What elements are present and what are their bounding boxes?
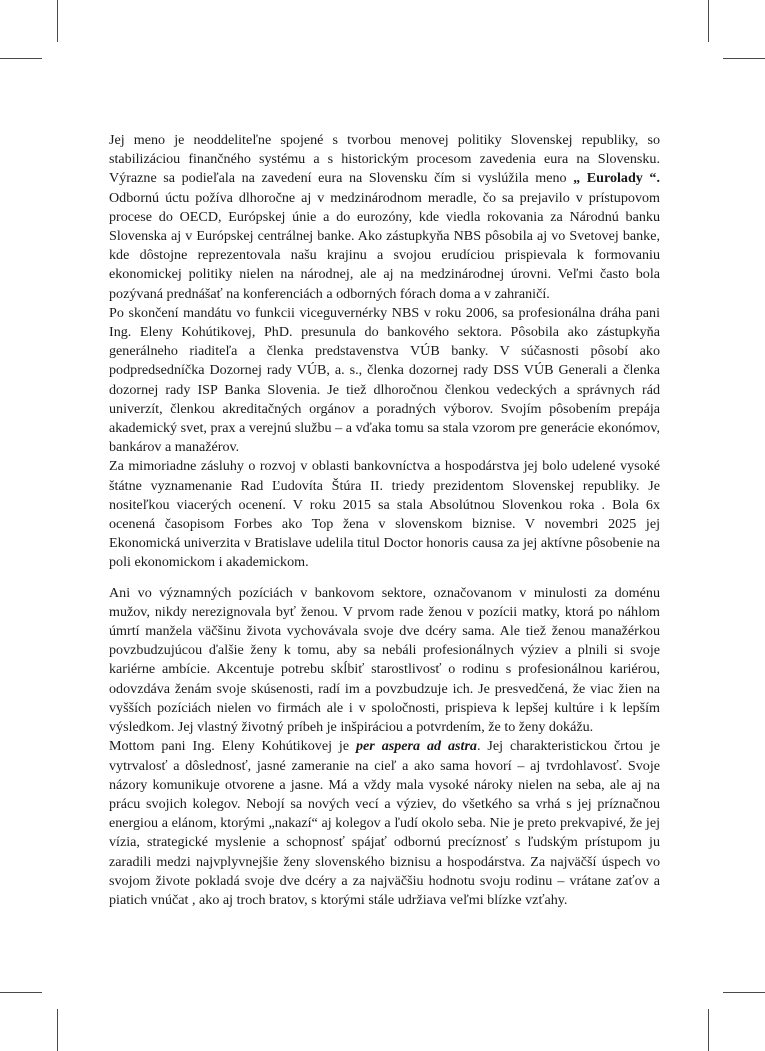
paragraph-motto — [109, 737, 660, 910]
crop-mark-bottom-left-horizontal — [0, 992, 42, 993]
paragraph-text: Odbornú úctu požíva dlhoročne aj v medzinárodnom meradle, čo sa prejavilo v prístupovom procese do OECD, Európskej únie a do eurozóny, kde viedla rokovania za Národnú banku Slovenska aj v Európskej centrálnej banke. Ako zástupkyňa NBS pôsobila aj vo Svetovej banke, kde dôstojne reprezentovala našu krajinu a svojou erudíciou prispievala k formovaniu ekonomickej politiky nielen na národnej, ale aj na medzinárodnej úrovni. Veľmi často bola pozývaná prednášať na konferenciách a odborných fórach doma a v zahraničí. — [109, 189, 660, 302]
crop-mark-bottom-right-horizontal — [723, 992, 765, 993]
crop-mark-top-right-horizontal — [723, 58, 765, 59]
paragraph-banking-career — [109, 304, 660, 458]
paragraph-text: Po skončení mandátu vo funkcii viceguvernérky NBS v roku 2006, sa profesionálna dráha pani Ing. Eleny Kohútikovej, PhD. presunula do bankového sektora. Pôsobila ako zástupkyňa generálneho riaditeľa a členka predstavenstva VÚB banky. V súčasnosti pôsobí ako podpredsedníčka Dozornej rady VÚB, a. s., členka dozornej rady DSS VÚB Generali a členka dozornej rady ISP Banka Slovenia. Je tiež dlhoročnou členkou vedeckých a správnych rád univerzít, členkou akreditačných orgánov a poradných výborov. Svojím pôsobením prepája akademický svet, prax a verejnú službu – a vďaka tomu sa stala vzorom pre generácie ekonómov, bankárov a manažérov. — [109, 304, 660, 456]
paragraph-text: . Jej charakteristickou črtou je vytrvalosť a dôslednosť, jasné zameranie na cieľ a ako sama hovorí – aj tvrdohlavosť. Svoje názory komunikuje otvorene a jasne. Má a vždy mala vysoké nároky nielen na seba, ale aj na prácu svojich kolegov. Nebojí sa nových vecí a výziev, do všetkého sa vrhá s jej príznačnou energiou a elánom, ktorými „nakazí“ aj kolegov a ľudí okolo seba. Nie je preto prekvapivé, že jej vízia, strategické myslenie a schopnosť spájať odbornú precíznosť s ľudským prístupom ju zaradili medzi najvplyvnejšie ženy slovenského biznisu a hospodárstva. Za najväčší úspech vo svojom živote pokladá svoje dve dcéry a za najväčšiu hodnotu svoju rodinu – vrátane zaťov a piatich vnúčat , ako aj troch bratov, s ktorými stále udržiava veľmi blízke vzťahy. — [109, 738, 661, 908]
paragraph-text: Ani vo významných pozíciách v bankovom sektore, označovanom v minulosti za doménu mužov, nikdy nerezignovala byť ženou. V prvom rade ženou v pozícii matky, ktorá po náhlom úmrtí manžela väčšinu života vychovávala svoje dve dcéry sama. Ale tiež ženou manažérkou povzbudzujúcou ďalšie ženy k tomu, aby sa nebáli profesionálnych výziev a plnili si svoje kariérne ambície. Akcentuje potrebu skĺbiť starostlivosť o rodinu s profesionálnou kariérou, odovzdáva ženám svoje skúsenosti, radí im a povzbudzuje ich. Je presvedčená, že viac žien na vyšších pozíciách nielen vo firmách ale i v spoločnosti, prispieva k lepšej kultúre i k lepším výsledkom. Jej vlastný životný príbeh je inšpiráciou a potvrdením, že to ženy dokážu. — [109, 584, 660, 736]
crop-mark-bottom-left — [57, 1009, 58, 1051]
crop-mark-bottom-right — [708, 1009, 709, 1051]
paragraph-awards — [109, 457, 660, 572]
paragraph-eurolady — [109, 131, 660, 304]
crop-mark-top-left — [57, 0, 58, 42]
eurolady-nickname: „ Eurolady “. — [573, 170, 660, 187]
crop-mark-top-right — [708, 0, 709, 42]
crop-mark-top-left-horizontal — [0, 58, 42, 59]
document-body — [109, 131, 660, 910]
paragraph-text: Mottom pani Ing. Eleny Kohútikovej je — [109, 738, 356, 755]
paragraph-text: Za mimoriadne zásluhy o rozvoj v oblasti bankovníctva a hospodárstva jej bolo udelené vysoké štátne vyznamenanie Rad Ľudovíta Štúra II. triedy prezidentom Slovenskej republiky. Je nositeľkou viacerých ocenení. V roku 2015 sa stala Absolútnou Slovenkou roka . Bola 6x ocenená časopisom Forbes ako Top žena v slovenskom biznise. V novembri 2025 jej Ekonomická univerzita v Bratislave udelila titul Doctor honoris causa za jej aktívne pôsobenie na poli ekonomickom i akademickom. — [109, 458, 660, 571]
paragraph-text: Jej meno je neoddeliteľne spojené s tvorbou menovej politiky Slovenskej republiky, so stabilizáciou finančného systému a s historickým procesom zavedenia eura na Slovensku. Výrazne sa podieľala na zavedení eura na Slovensku čím si vyslúžila meno — [109, 132, 660, 187]
paragraph-women-in-banking — [109, 584, 660, 738]
motto-phrase: per aspera ad astra — [356, 738, 477, 755]
